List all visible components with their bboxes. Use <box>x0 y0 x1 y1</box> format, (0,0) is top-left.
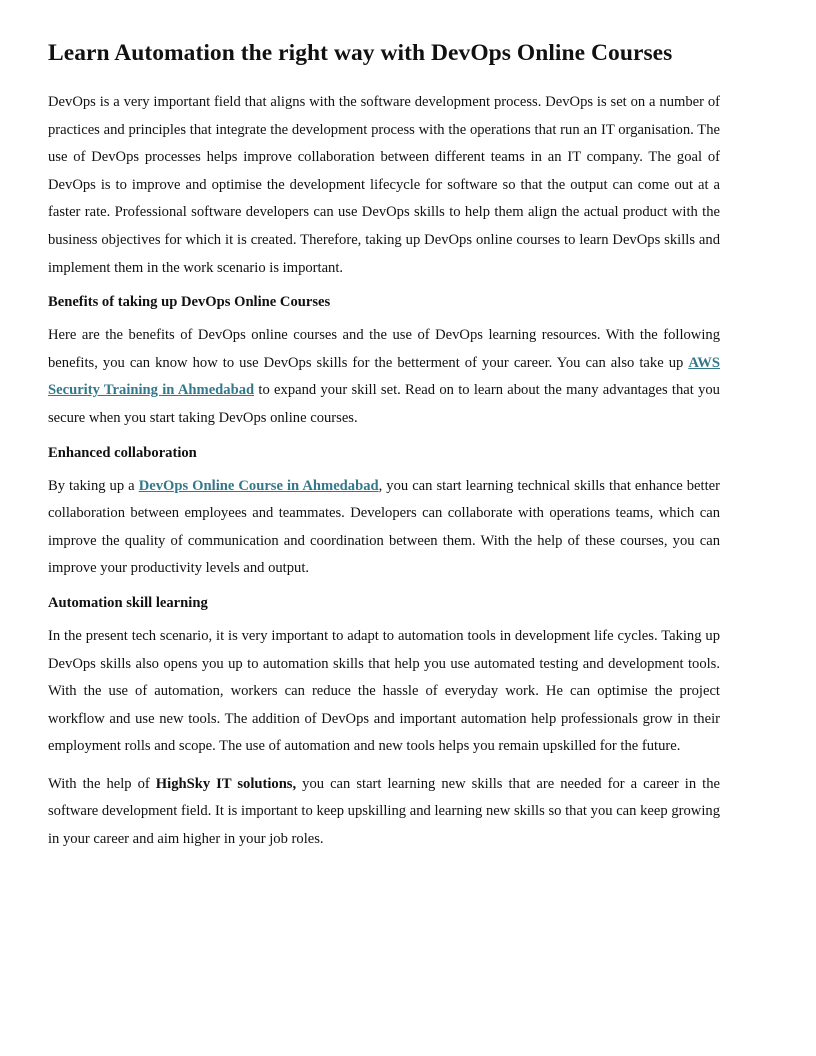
automation-paragraph: In the present tech scenario, it is very important to adapt to automation tools in development life cycles. Taking up DevOps skills also opens you up to automation skills that help you use automated testing and development tools. With the use of automation, workers can reduce the hassle of everyday work. He can optimise the project workflow and use new tools. The addition of DevOps and important automation help professionals grow in their employment rolls and scope. The use of automation and new tools helps you remain upskilled for the future. <box>48 627 720 755</box>
aws-security-training-link[interactable]: AWS Security Training in Ahmedabad <box>48 354 720 399</box>
page-title: Learn Automation the right way with DevOps Online Courses <box>48 40 673 66</box>
collaboration-paragraph <box>48 473 720 583</box>
document-page <box>48 36 720 864</box>
brand-name: HighSky IT solutions, <box>155 775 297 792</box>
closing-text-before: With the help of <box>48 775 156 792</box>
collaboration-text-before: By taking up a <box>48 477 139 494</box>
automation-heading: Automation skill learning <box>48 594 208 611</box>
collaboration-text-after: , you can start learning technical skills that enhance better collaboration between employees and teammates. Developers can collaborate with operations teams, which can improve the quality of communication and coordination between them. With the help of these courses, you can improve your productivity levels and output. <box>48 477 720 577</box>
intro-paragraph: DevOps is a very important field that aligns with the software development process. DevOps is set on a number of practices and principles that integrate the development process with the operations that run an IT organisation. The use of DevOps processes helps improve collaboration between different teams in an IT company. The goal of DevOps is to improve and optimise the development lifecycle for software so that the output can come out at a faster rate. Professional software developers can use DevOps skills to help them align the actual product with the business objectives for which it is created. Therefore, taking up DevOps online courses to learn DevOps skills and implement them in the work scenario is important. <box>48 94 720 276</box>
benefits-heading: Benefits of taking up DevOps Online Courses <box>48 294 331 311</box>
closing-text-after: you can start learning new skills that are needed for a career in the software development field. It is important to keep upskilling and learning new skills so that you can keep growing in your career and aim higher in your job roles. <box>48 775 720 848</box>
benefits-text-after: to expand your skill set. Read on to learn about the many advantages that you secure when you start taking DevOps online courses. <box>48 382 720 426</box>
benefits-paragraph <box>48 322 720 432</box>
benefits-text-before: Here are the benefits of DevOps online courses and the use of DevOps learning resources. With the following benefits, you can know how to use DevOps skills for the betterment of your career. You can also take up <box>48 327 720 371</box>
devops-online-course-link[interactable]: DevOps Online Course in Ahmedabad <box>138 477 379 494</box>
closing-paragraph <box>48 771 720 854</box>
collaboration-heading: Enhanced collaboration <box>48 444 197 461</box>
